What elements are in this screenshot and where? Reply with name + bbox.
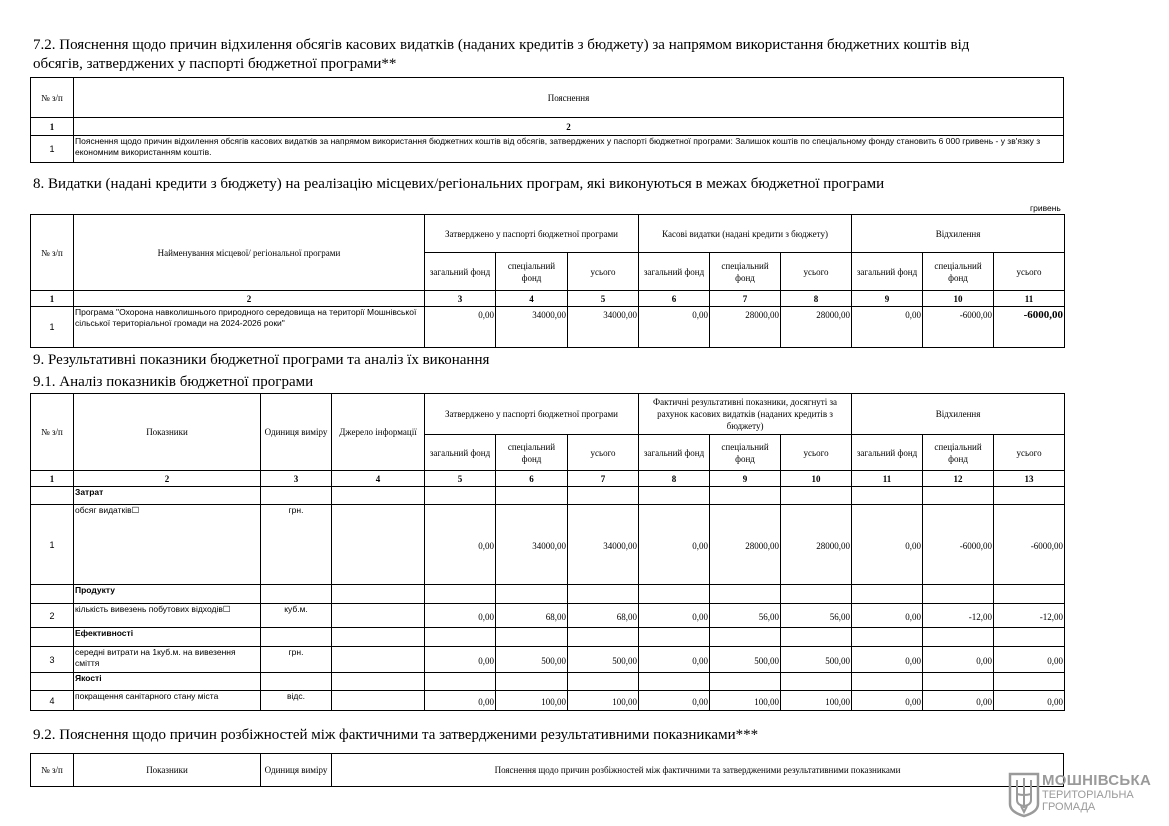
indicator-unit: грн. (261, 647, 332, 673)
subheader-special-fund: спеціальний фонд (496, 253, 568, 291)
currency-unit: гривень (1030, 203, 1061, 213)
value-cell: -6000,00 (994, 505, 1065, 585)
col-header-unit: Одиниця виміру (261, 394, 332, 471)
value-cell: 500,00 (496, 647, 568, 673)
trident-shield-icon (1008, 772, 1040, 818)
col-number: 11 (994, 291, 1065, 307)
value-cell: -6000,00 (923, 505, 994, 585)
col-header-program-name: Найменування місцевої/ регіональної програми (74, 215, 425, 291)
value-cell: 28000,00 (781, 307, 852, 348)
programs-table (30, 214, 1065, 348)
value-cell: 34000,00 (568, 307, 639, 348)
value-cell: 0,00 (425, 691, 496, 711)
category-label: Продукту (74, 585, 261, 604)
category-label: Затрат (74, 487, 261, 505)
col-number: 1 (31, 291, 74, 307)
indicator-name: покращення санітарного стану міста (74, 691, 261, 711)
col-number: 1 (31, 471, 74, 487)
col-header-unit: Одиниця виміру (261, 754, 332, 787)
col-number: 10 (781, 471, 852, 487)
col-number: 1 (31, 118, 74, 136)
col-header-indicators: Показники (74, 754, 261, 787)
value-cell: 34000,00 (496, 307, 568, 348)
subheader-general-fund: загальний фонд (639, 435, 710, 471)
row-number: 1 (31, 505, 74, 585)
col-number: 7 (568, 471, 639, 487)
col-number: 9 (710, 471, 781, 487)
subheader-total: усього (568, 435, 639, 471)
row-number: 1 (31, 136, 74, 163)
indicator-unit: грн. (261, 505, 332, 585)
col-number: 6 (639, 291, 710, 307)
value-cell: 0,00 (994, 691, 1065, 711)
program-name: Програма "Охорона навколишнього природного середовища на території Мошнівської сільської територіальної громади на 2024-2026 роки" (74, 307, 425, 348)
col-number: 3 (261, 471, 332, 487)
section-9-2-heading: 9.2. Пояснення щодо причин розбіжностей між фактичними та затвердженими результативними показниками*** (33, 727, 759, 743)
group-header-actual: Фактичні результативні показники, досягнуті за рахунок касових видатків (наданих кредитів з бюджету) (639, 394, 852, 435)
value-cell: 0,00 (923, 691, 994, 711)
value-cell: 500,00 (710, 647, 781, 673)
col-number: 4 (496, 291, 568, 307)
col-number: 8 (639, 471, 710, 487)
subheader-general-fund: загальний фонд (639, 253, 710, 291)
group-header-deviation: Відхилення (852, 394, 1065, 435)
value-cell: -6000,00 (994, 307, 1065, 348)
subheader-general-fund: загальний фонд (425, 435, 496, 471)
value-cell: 0,00 (639, 307, 710, 348)
logo-line2: ТЕРИТОРІАЛЬНА (1042, 789, 1134, 801)
group-header-approved: Затверджено у паспорті бюджетної програми (425, 215, 639, 253)
indicator-unit: відс. (261, 691, 332, 711)
indicator-unit: куб.м. (261, 604, 332, 628)
value-cell: -6000,00 (923, 307, 994, 348)
col-number: 5 (425, 471, 496, 487)
subheader-special-fund: спеціальний фонд (710, 435, 781, 471)
value-cell: 68,00 (568, 604, 639, 628)
group-header-approved: Затверджено у паспорті бюджетної програми (425, 394, 639, 435)
discrepancy-table (30, 753, 1064, 787)
value-cell: -12,00 (994, 604, 1065, 628)
col-header-explanation: Пояснення (74, 78, 1064, 118)
value-cell: 34000,00 (496, 505, 568, 585)
section-9-heading: 9. Результативні показники бюджетної програми та аналіз їх виконання (33, 352, 490, 368)
value-cell: 0,00 (425, 307, 496, 348)
row-number: 4 (31, 691, 74, 711)
value-cell: 28000,00 (710, 307, 781, 348)
value-cell: 500,00 (568, 647, 639, 673)
section-7-2-heading-line2: обсягів, затверджених у паспорті бюджетної програми** (33, 56, 397, 72)
col-number: 8 (781, 291, 852, 307)
section-9-1-heading: 9.1. Аналіз показників бюджетної програми (33, 374, 314, 390)
explanation-text: Пояснення щодо причин відхилення обсягів касових видатків за напрямом використання бюджетних коштів від обсягів, затверджених у паспорті бюджетної програми: Залишок коштів по спеціальному фонду становить 6 000 гривень - у зв'язку з економним використанням коштів. (74, 136, 1064, 163)
col-header-no: № з/п (31, 215, 74, 291)
value-cell: 0,00 (425, 604, 496, 628)
value-cell: 0,00 (852, 691, 923, 711)
col-header-no: № з/п (31, 78, 74, 118)
category-label: Якості (74, 673, 261, 691)
value-cell: 500,00 (781, 647, 852, 673)
section-7-2-heading-line1: 7.2. Пояснення щодо причин відхилення обсягів касових видатків (наданих кредитів з бюджету) за напрямом використання бюджетних коштів від (33, 37, 970, 53)
value-cell: 0,00 (425, 647, 496, 673)
value-cell: 100,00 (496, 691, 568, 711)
subheader-total: усього (994, 435, 1065, 471)
col-number: 6 (496, 471, 568, 487)
row-number: 1 (31, 307, 74, 348)
subheader-total: усього (781, 253, 852, 291)
subheader-total: усього (568, 253, 639, 291)
value-cell: -12,00 (923, 604, 994, 628)
value-cell: 0,00 (994, 647, 1065, 673)
subheader-general-fund: загальний фонд (852, 253, 923, 291)
value-cell: 68,00 (496, 604, 568, 628)
category-label: Ефективності (74, 628, 261, 647)
value-cell: 100,00 (710, 691, 781, 711)
section-8-heading: 8. Видатки (надані кредити з бюджету) на реалізацію місцевих/регіональних програм, які виконуються в межах бюджетної програми (33, 176, 885, 192)
indicator-name: обсяг видатків☐ (74, 505, 261, 585)
group-header-cash-expenses: Касові видатки (надані кредити з бюджету) (639, 215, 852, 253)
subheader-special-fund: спеціальний фонд (923, 435, 994, 471)
logo-line1: МОШНІВСЬКА (1042, 772, 1152, 789)
col-number: 2 (74, 291, 425, 307)
subheader-special-fund: спеціальний фонд (710, 253, 781, 291)
col-number: 9 (852, 291, 923, 307)
value-cell: 0,00 (852, 647, 923, 673)
value-cell: 56,00 (781, 604, 852, 628)
col-number: 11 (852, 471, 923, 487)
row-number: 2 (31, 604, 74, 628)
indicator-name: кількість вивезень побутових відходів☐ (74, 604, 261, 628)
value-cell: 0,00 (923, 647, 994, 673)
value-cell: 0,00 (639, 691, 710, 711)
logo-line3: ГРОМАДА (1042, 801, 1096, 813)
value-cell: 34000,00 (568, 505, 639, 585)
subheader-total: усього (994, 253, 1065, 291)
subheader-general-fund: загальний фонд (425, 253, 496, 291)
col-number: 7 (710, 291, 781, 307)
value-cell: 56,00 (710, 604, 781, 628)
value-cell: 0,00 (852, 307, 923, 348)
value-cell: 0,00 (852, 505, 923, 585)
subheader-total: усього (781, 435, 852, 471)
value-cell: 0,00 (639, 505, 710, 585)
subheader-special-fund: спеціальний фонд (923, 253, 994, 291)
value-cell: 0,00 (639, 647, 710, 673)
col-header-indicators: Показники (74, 394, 261, 471)
subheader-special-fund: спеціальний фонд (496, 435, 568, 471)
col-header-no: № з/п (31, 394, 74, 471)
value-cell: 100,00 (781, 691, 852, 711)
explanation-table-7-2 (30, 77, 1064, 163)
value-cell: 0,00 (639, 604, 710, 628)
col-header-no: № з/п (31, 754, 74, 787)
value-cell: 28000,00 (781, 505, 852, 585)
col-number: 2 (74, 118, 1064, 136)
group-header-deviation: Відхилення (852, 215, 1065, 253)
col-number: 13 (994, 471, 1065, 487)
value-cell: 0,00 (425, 505, 496, 585)
value-cell: 28000,00 (710, 505, 781, 585)
indicator-name: середні витрати на 1куб.м. на вивезення сміття (74, 647, 261, 673)
col-number: 5 (568, 291, 639, 307)
section-7-2-heading (33, 36, 1033, 74)
checkbox-glyph-icon: ☐ (131, 505, 140, 515)
col-number: 4 (332, 471, 425, 487)
value-cell: 0,00 (852, 604, 923, 628)
col-number: 2 (74, 471, 261, 487)
row-number: 3 (31, 647, 74, 673)
col-header-source: Джерело інформації (332, 394, 425, 471)
value-cell: 100,00 (568, 691, 639, 711)
indicators-table (30, 393, 1065, 711)
col-number: 3 (425, 291, 496, 307)
col-number: 10 (923, 291, 994, 307)
col-number: 12 (923, 471, 994, 487)
checkbox-glyph-icon: ☐ (222, 604, 231, 614)
col-header-explanation: Пояснення щодо причин розбіжностей між фактичними та затвердженими результативними показниками (332, 754, 1064, 787)
subheader-general-fund: загальний фонд (852, 435, 923, 471)
community-logo (1008, 772, 1158, 822)
